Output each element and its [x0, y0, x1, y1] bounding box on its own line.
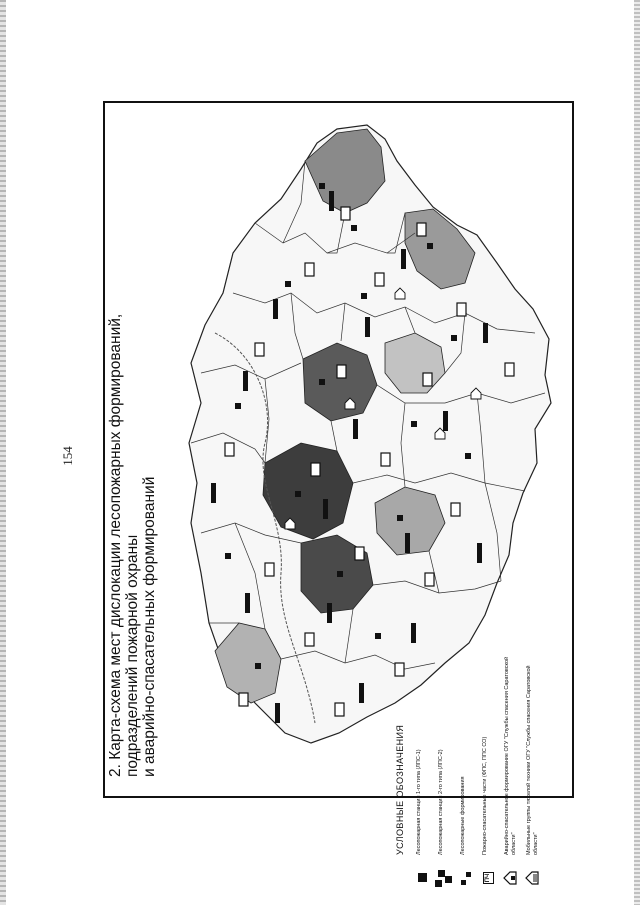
caption-line-2: подразделений пожарной охраны	[124, 534, 141, 777]
lps-marker	[285, 281, 291, 287]
lps-marker	[411, 421, 417, 427]
lps-marker	[375, 633, 381, 639]
lps-marker	[319, 379, 325, 385]
lps-marker	[225, 553, 231, 559]
pch-marker	[423, 373, 432, 386]
lps-marker	[427, 243, 433, 249]
lps-marker	[351, 225, 357, 231]
caption-line-1: 2. Карта-схема мест дислокации лесопожарных формирований,	[107, 313, 124, 777]
map-legend	[395, 643, 555, 893]
pch-marker	[381, 453, 390, 466]
legend-item	[501, 643, 523, 893]
lps-marker	[361, 293, 367, 299]
pch-marker	[505, 363, 514, 376]
pch-marker	[451, 503, 460, 516]
lps-marker	[397, 515, 403, 521]
pch-marker	[225, 443, 234, 456]
lps-marker	[255, 663, 261, 669]
pch-marker	[337, 365, 346, 378]
pch-marker	[425, 573, 434, 586]
lps1-square-icon	[418, 874, 427, 883]
lps-marker	[235, 403, 241, 409]
legend-item	[435, 643, 457, 893]
pch-marker	[355, 547, 364, 560]
page-scan-edge-left	[0, 0, 6, 905]
page-number: 154	[60, 446, 75, 466]
map-figure-frame	[103, 101, 574, 883]
legend-title: УСЛОВНЫЕ ОБОЗНАЧЕНИЯ	[395, 724, 405, 855]
lps-marker	[295, 491, 301, 497]
legend-item	[457, 643, 479, 893]
mobile-group-icon	[525, 871, 539, 885]
pch-marker	[305, 263, 314, 276]
pch-marker	[375, 273, 384, 286]
legend-item	[479, 643, 501, 893]
pch-marker	[311, 463, 320, 476]
pch-marker	[341, 207, 350, 220]
lps-marker	[451, 335, 457, 341]
legend-item	[413, 643, 435, 893]
lps-marker	[337, 571, 343, 577]
legend-item-label: Мобильные группы тяжелой техники ОГУ "Службы спасения Саратовской области"	[526, 665, 539, 855]
legend-item-label: Аварийно-спасательное формирование ОГУ "Службы спасения Саратовской области"	[504, 656, 517, 855]
lps-marker	[465, 453, 471, 459]
pch-marker	[239, 693, 248, 706]
pch-marker	[417, 223, 426, 236]
legend-item-label: Лесопожарная станция 1-го типа (ЛПС-1)	[416, 749, 422, 855]
lps-marker	[319, 183, 325, 189]
pch-marker	[335, 703, 344, 716]
page-scan-edge-right	[634, 0, 640, 905]
legend-item-label: Лесопожарная станция 2-го типа (ЛПС-2)	[438, 749, 444, 855]
lps2-squares-icon	[435, 869, 453, 887]
caption-line-3: и аварийно-спасательных формирований	[141, 476, 158, 777]
map-caption	[107, 107, 171, 787]
legend-item	[523, 643, 545, 893]
pch-marker	[265, 563, 274, 576]
legend-item-label: Пожарно-спасательные части (ФПС, ППС СО)	[482, 736, 488, 855]
pch-marker	[255, 343, 264, 356]
rescue-house-icon	[503, 871, 517, 885]
pch-box-icon: ПЧ	[483, 872, 494, 885]
forest-fire-units-icon	[457, 869, 475, 887]
pch-marker	[305, 633, 314, 646]
legend-item-label: Лесопожарные формирования	[460, 776, 466, 855]
pch-marker	[457, 303, 466, 316]
